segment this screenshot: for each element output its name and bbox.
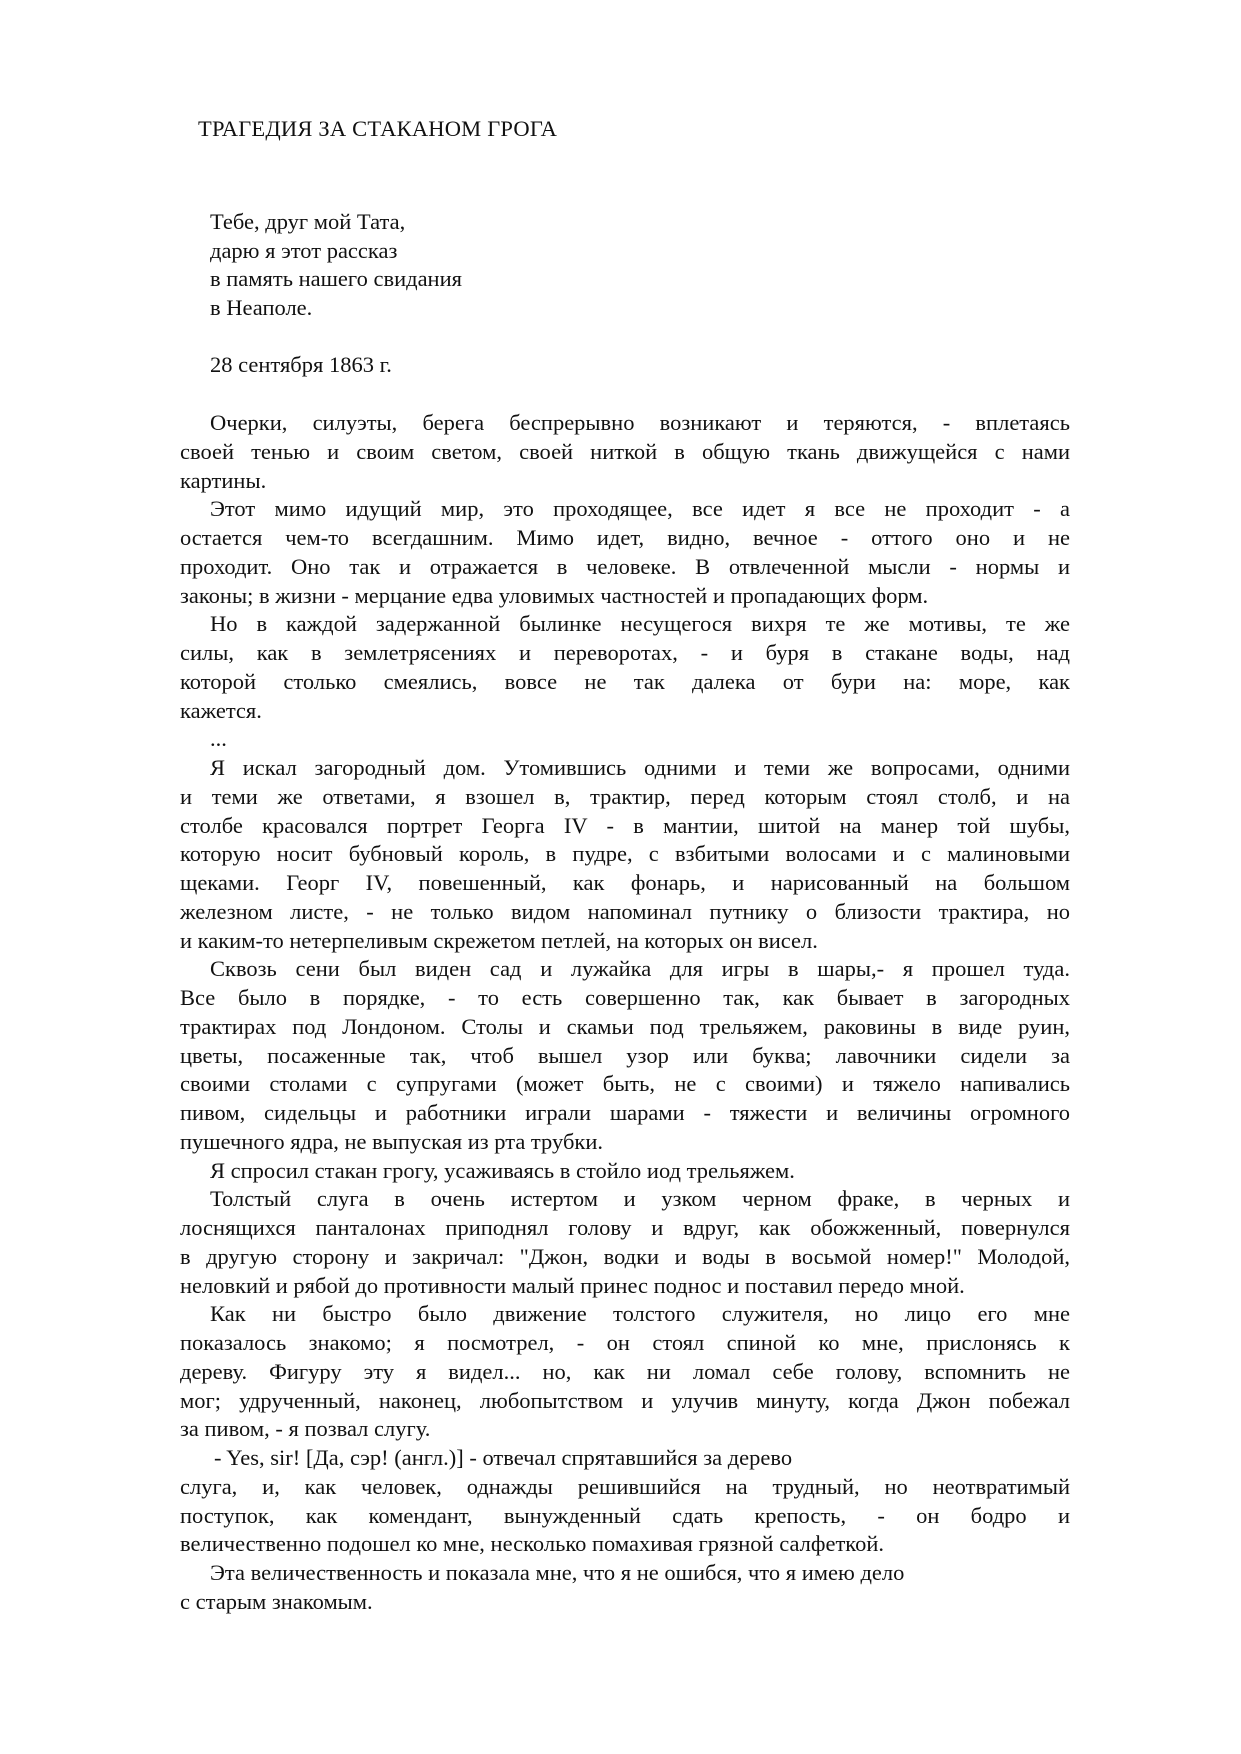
text-line: столбе красовался портрет Георга IV - в мантии, шитой на манер той шубы,	[180, 812, 1070, 838]
text-line: лоснящихся панталонах приподнял голову и вдруг, как обожженный, повернулся	[180, 1215, 1070, 1240]
text-line: в другую сторону и закричал: "Джон, водки и воды в восьмой номер!" Молодой,	[180, 1243, 1070, 1269]
text-line: Этот мимо идущий мир, это проходящее, все идет я все не проходит - а	[210, 496, 1070, 522]
dedication-line: Тебе, друг мой Тата,	[210, 209, 406, 234]
text-line: цветы, посаженные так, чтоб вышел узор или буква; лавочники сидели за	[180, 1042, 1070, 1068]
text-line: Очерки, силуэты, берега беспрерывно возникают и теряются, - вплетаясь	[210, 410, 1070, 435]
story-text	[180, 409, 1070, 1617]
text-line: Сквозь сени был виден сад и лужайка для игры в шары,- я прошел туда.	[210, 956, 1070, 982]
dedication-line: в Неаполе.	[210, 294, 313, 320]
text-line: пушечного ядра, не выпуская из рта трубки.	[180, 1128, 603, 1154]
text-line: Все было в порядке, - то есть совершенно так, как бывает в загородных	[180, 985, 1070, 1010]
dedication-line: в память нашего свидания	[210, 266, 462, 291]
text-line: своей тенью и своим светом, своей ниткой в общую ткань движущейся с нами	[180, 438, 1070, 464]
dedication-date: 28 сентября 1863 г.	[210, 352, 392, 377]
text-line: за пивом, - я позвал слугу.	[180, 1416, 431, 1442]
text-line: с старым знакомым.	[180, 1588, 373, 1614]
text-line: и теми же ответами, я взошел в, трактир, перед которым стоял столб, и на	[180, 783, 1070, 809]
text-line: проходит. Оно так и отражается в человеке. В отвлеченной мысли - нормы и	[180, 553, 1070, 579]
text-line: ...	[210, 726, 227, 752]
text-line: показалось знакомо; я посмотрел, - он стоял спиной ко мне, прислонясь к	[180, 1330, 1070, 1355]
text-line: пивом, сидельцы и работники играли шарами - тяжести и величины огромного	[180, 1100, 1070, 1125]
text-line: Как ни быстро было движение толстого служителя, но лицо его мне	[210, 1301, 1070, 1327]
text-line: трактирах под Лондоном. Столы и скамьи под трельяжем, раковины в виде руин,	[180, 1013, 1070, 1039]
text-line: которую носит бубновый король, в пудре, с взбитыми волосами и с малиновыми	[180, 841, 1070, 867]
dedication	[210, 208, 462, 322]
text-line: остается чем-то всегдашним. Мимо идет, видно, вечное - оттого оно и не	[180, 525, 1070, 550]
text-line: железном листе, - не только видом напоминал путнику о близости трактира, но	[180, 898, 1070, 924]
text-line: кажется.	[180, 697, 262, 723]
text-line: Эта величественность и показала мне, что я не ошибся, что я имею дело	[210, 1560, 905, 1585]
text-line: дереву. Фигуру эту я видел... но, как ни ломал себе голову, вспомнить не	[180, 1358, 1070, 1384]
text-line: Толстый слуга в очень истертом и узком черном фраке, в черных и	[210, 1186, 1070, 1212]
text-line: величественно подошел ко мне, несколько помахивая грязной салфеткой.	[180, 1531, 884, 1557]
text-line: Я искал загородный дом. Утомившись одними и теми же вопросами, одними	[210, 755, 1070, 780]
text-line: Но в каждой задержанной былинке несущегося вихря те же мотивы, те же	[210, 611, 1070, 637]
text-line: мог; удрученный, наконец, любопытством и улучив минуту, когда Джон побежал	[180, 1387, 1070, 1413]
text-line: законы; в жизни - мерцание едва уловимых частностей и пропадающих форм.	[180, 582, 929, 608]
text-line: - Yes, sir! [Да, сэр! (англ.)] - отвечал спрятавшийся за дерево	[214, 1445, 793, 1470]
text-line: слуга, и, как человек, однажды решившийся на трудный, но неотвратимый	[180, 1473, 1070, 1499]
text-line: щеками. Георг IV, повешенный, как фонарь, и нарисованный на большом	[180, 870, 1070, 895]
dedication-line: дарю я этот рассказ	[210, 237, 398, 263]
text-line: своими столами с супругами (может быть, не с своими) и тяжело напивались	[180, 1071, 1070, 1097]
text-line: которой столько смеялись, вовсе не так далека от бури на: море, как	[180, 668, 1070, 694]
text-line: и каким-то нетерпеливым скрежетом петлей, на которых он висел.	[180, 927, 818, 953]
document-title: ТРАГЕДИЯ ЗА СТАКАНОМ ГРОГА	[198, 116, 558, 141]
text-line: поступок, как комендант, вынужденный сдать крепость, - он бодро и	[180, 1502, 1070, 1528]
text-line: неловкий и рябой до противности малый принес поднос и поставил передо мной.	[180, 1272, 965, 1298]
text-line: картины.	[180, 467, 267, 493]
text-line: Я спросил стакан грогу, усаживаясь в стойло иод трельяжем.	[210, 1157, 795, 1183]
text-line: силы, как в землетрясениях и переворотах, - и буря в стакане воды, над	[180, 640, 1070, 665]
